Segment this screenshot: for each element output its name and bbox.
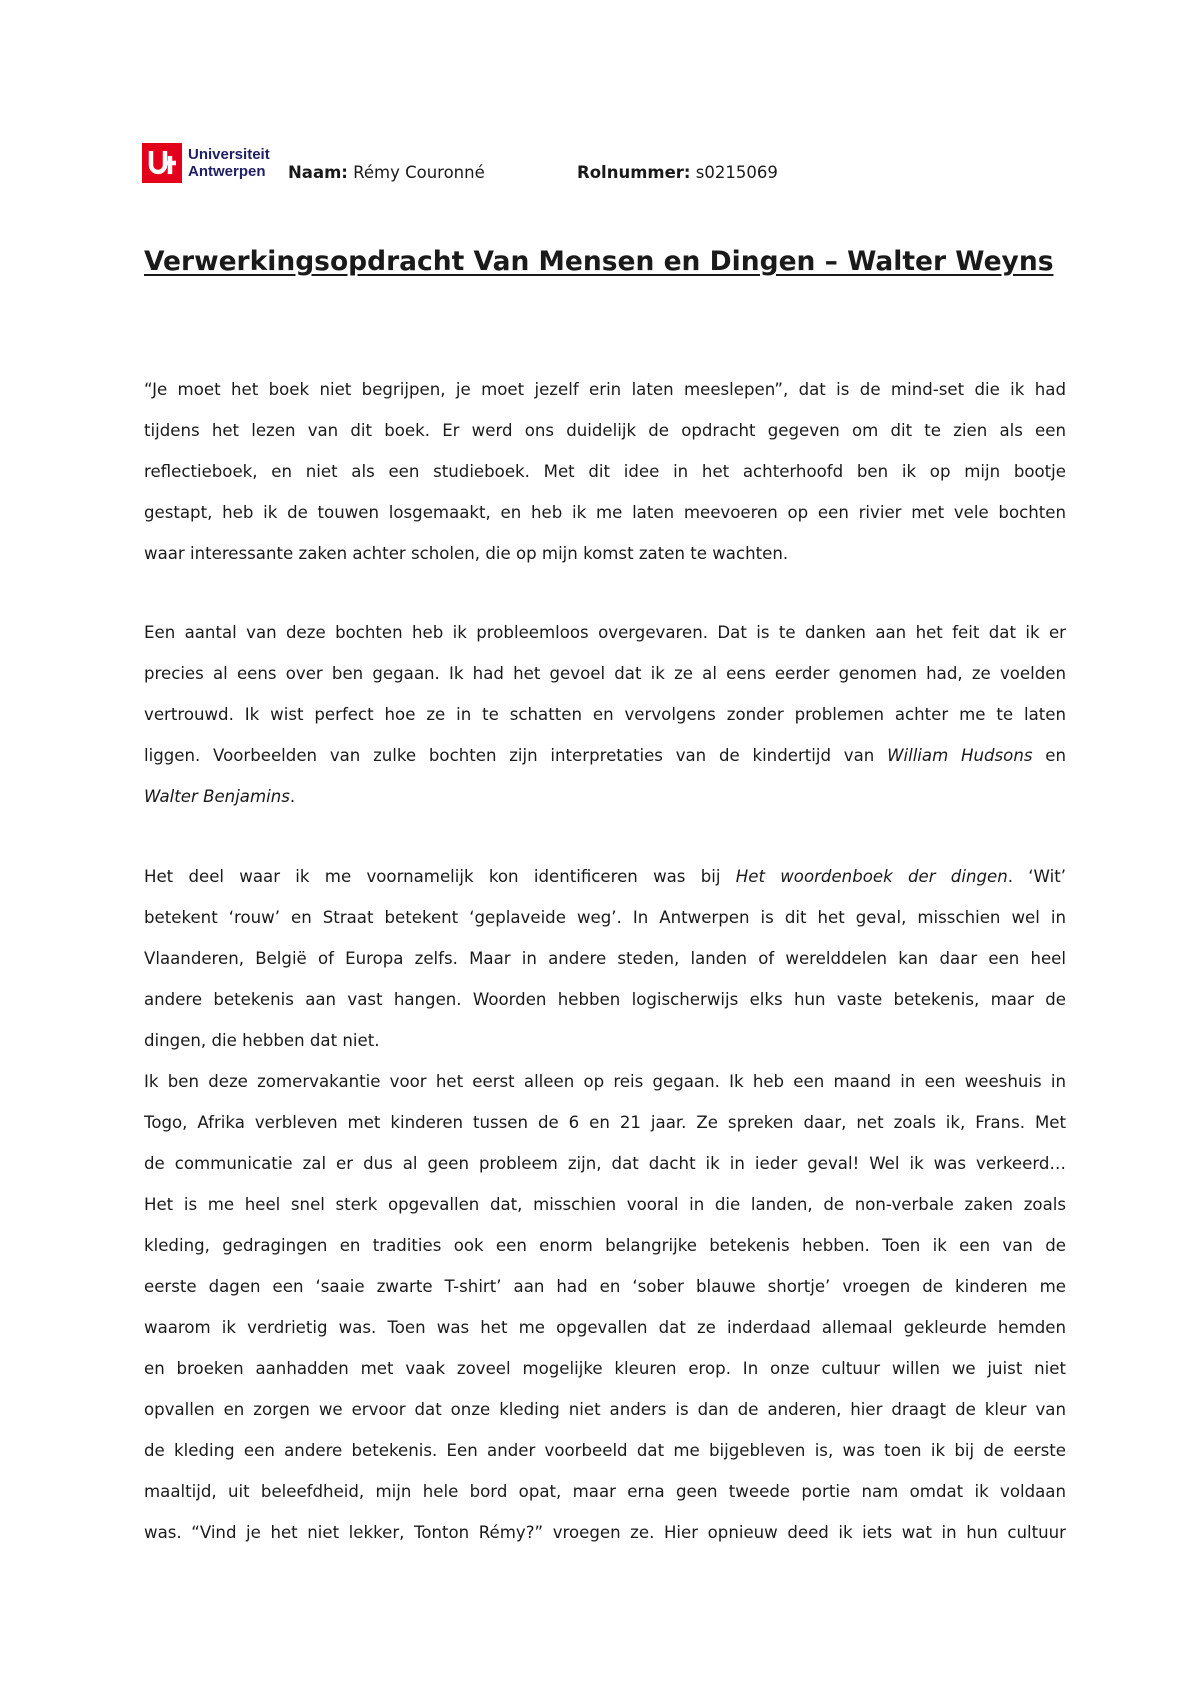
logo-wordmark xyxy=(188,146,270,180)
document-title: Verwerkingsopdracht Van Mensen en Dingen – Walter Weyns xyxy=(144,246,1054,277)
text-line: de communicatie zal er dus al geen probleem zijn, dat dacht ik in ieder geval! Wel ik was verkeerd… xyxy=(144,1154,1066,1173)
text-line: eerste dagen een ‘saaie zwarte T-shirt’ aan had en ‘sober blauwe shortje’ vroegen de kinderen me xyxy=(144,1277,1066,1296)
text-line: Het is me heel snel sterk opgevallen dat, misschien vooral in die landen, de non-verbale zaken zoals xyxy=(144,1195,1066,1214)
student-number xyxy=(577,163,778,182)
text-line: gestapt, heb ik de touwen losgemaakt, en heb ik me laten meevoeren op een rivier met vele bochten xyxy=(144,503,1066,522)
rolnummer-label: Rolnummer: xyxy=(577,163,691,182)
logo-line-1: Universiteit xyxy=(188,146,270,163)
text-line: dingen, die hebben dat niet. xyxy=(144,1031,380,1050)
logo-line-2: Antwerpen xyxy=(188,163,266,180)
rolnummer-value: s0215069 xyxy=(690,163,778,182)
italic-name: William Hudsons xyxy=(887,746,1033,765)
text-run: Het deel waar ik me voornamelijk kon identificeren was bij xyxy=(144,867,736,886)
text-line: Togo, Afrika verbleven met kinderen tussen de 6 en 21 jaar. Ze spreken daar, net zoals ik, Frans. Met xyxy=(144,1113,1066,1132)
name-value: Rémy Couronné xyxy=(347,163,485,182)
text-line: Vlaanderen, België of Europa zelfs. Maar in andere steden, landen of werelddelen kan daar een heel xyxy=(144,949,1066,968)
text-line: reflectieboek, en niet als een studieboek. Met dit idee in het achterhoofd ben ik op mijn bootje xyxy=(144,462,1066,481)
university-logo xyxy=(142,143,282,185)
text-line: en broeken aanhadden met vaak zoveel mogelijke kleuren erop. In onze cultuur willen we juist niet xyxy=(144,1359,1066,1378)
text-line: precies al eens over ben gegaan. Ik had het gevoel dat ik ze al eens eerder genomen had, ze voelden xyxy=(144,664,1066,683)
text-line: maaltijd, uit beleefdheid, mijn hele bord opat, maar erna geen tweede portie nam omdat ik voldaan xyxy=(144,1482,1066,1501)
paragraph-3 xyxy=(144,856,1066,1553)
text-line: was. “Vind je het niet lekker, Tonton Rémy?” vroegen ze. Hier opnieuw deed ik iets wat in hun cultuur xyxy=(144,1523,1066,1542)
text-run: . xyxy=(289,787,296,806)
text-line: waar interessante zaken achter scholen, die op mijn komst zaten te wachten. xyxy=(144,544,789,563)
text-line xyxy=(144,776,1066,817)
paragraph-1 xyxy=(144,369,1066,574)
italic-name: Walter Benjamins xyxy=(144,787,290,806)
name-label: Naam: xyxy=(288,163,348,182)
italic-title: Het woordenboek der dingen xyxy=(735,867,1008,886)
ua-logo-icon xyxy=(142,143,182,183)
text-run: en xyxy=(1032,746,1066,765)
text-line: Ik ben deze zomervakantie voor het eerst alleen op reis gegaan. Ik heb een maand in een weeshuis in xyxy=(144,1072,1066,1091)
text-line: kleding, gedragingen en tradities ook een enorm belangrijke betekenis hebben. Toen ik een van de xyxy=(144,1236,1066,1255)
text-line: opvallen en zorgen we ervoor dat onze kleding niet anders is dan de anderen, hier draagt de kleur van xyxy=(144,1400,1066,1419)
text-line: Een aantal van deze bochten heb ik probleemloos overgevaren. Dat is te danken aan het feit dat ik er xyxy=(144,623,1066,642)
student-name xyxy=(288,163,485,182)
text-line xyxy=(144,735,1066,776)
text-line: andere betekenis aan vast hangen. Woorden hebben logischerwijs elks hun vaste betekenis, maar de xyxy=(144,990,1066,1009)
text-line xyxy=(144,856,1066,897)
text-line: waarom ik verdrietig was. Toen was het me opgevallen dat ze inderdaad allemaal gekleurde hemden xyxy=(144,1318,1066,1337)
text-run: . ‘Wit’ xyxy=(1007,867,1066,886)
paragraph-2 xyxy=(144,612,1066,817)
text-line: tijdens het lezen van dit boek. Er werd ons duidelijk de opdracht gegeven om dit te zien als een xyxy=(144,421,1066,440)
text-line: “Je moet het boek niet begrijpen, je moet jezelf erin laten meeslepen”, dat is de mind-set die ik had xyxy=(144,380,1066,399)
text-line: vertrouwd. Ik wist perfect hoe ze in te schatten en vervolgens zonder problemen achter me te laten xyxy=(144,705,1066,724)
text-line: de kleding een andere betekenis. Een ander voorbeeld dat me bijgebleven is, was toen ik bij de eerste xyxy=(144,1441,1066,1460)
text-line: betekent ‘rouw’ en Straat betekent ‘geplaveide weg’. In Antwerpen is dit het geval, misschien wel in xyxy=(144,908,1066,927)
text-run: liggen. Voorbeelden van zulke bochten zijn interpretaties van de kindertijd van xyxy=(144,746,888,765)
